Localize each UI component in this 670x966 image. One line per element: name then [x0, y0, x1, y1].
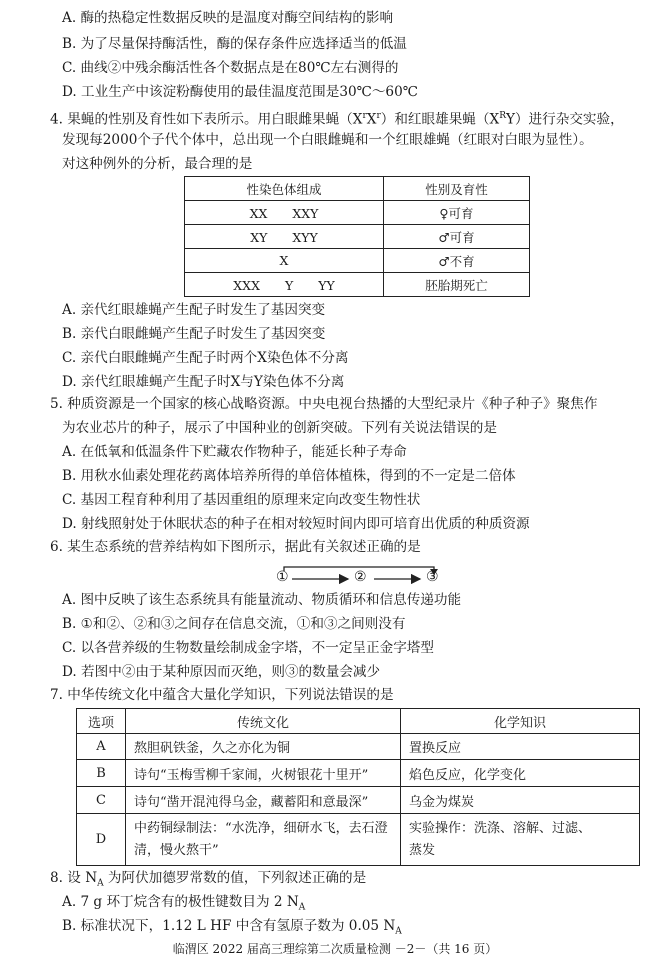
- q7-header: 化学知识: [401, 709, 640, 734]
- q6-stem: 6. 某生态系统的营养结构如下图所示，据此有关叙述正确的是: [50, 539, 421, 555]
- q4-option-a: A. 亲代红眼雄蝇产生配子时发生了基因突变: [62, 302, 326, 318]
- q4-option-c: C. 亲代白眼雌蝇产生配子时两个X染色体不分离: [62, 350, 349, 366]
- q7-culture-chemistry-table: [76, 708, 640, 866]
- q5-stem-line2: 为农业芯片的种子，展示了中国种业的创新突破。下列有关说法错误的是: [62, 420, 497, 436]
- q3-option-b: B. 为了尽量保持酶活性，酶的保存条件应选择适当的低温: [62, 36, 407, 52]
- q3-option-d: D. 工业生产中该淀粉酶使用的最佳温度范围是30℃～60℃: [62, 84, 418, 100]
- q4-stem-line1: 4. 果蝇的性别及育性如下表所示。用白眼雌果蝇$(X^rX^r)$和红眼雄果蝇$(X^RY)$进行杂交实验，: [50, 111, 624, 128]
- q6-option-b: B. ①和②、②和③之间存在信息交流，①和③之间则没有: [62, 616, 406, 632]
- table-row: C 诗句“凿开混沌得乌金，藏蓄阳和意最深” 乌金为煤炭: [77, 787, 640, 814]
- table-row: XXX Y YY 胚胎期死亡: [185, 273, 530, 297]
- q3-option-a: A. 酶的热稳定性数据反映的是温度对酶空间结构的影响: [62, 10, 394, 26]
- q8-stem: 8. 设 $N_A$ 为阿伏加德罗常数的值，下列叙述正确的是: [50, 870, 367, 889]
- table-row: XY XYY ♂可育: [185, 225, 530, 249]
- q5-option-d: D. 射线照射处于休眠状态的种子在相对较短时间内即可培育出优质的种质资源: [62, 516, 530, 532]
- q6-option-c: C. 以各营养级的生物数量绘制成金字塔，不一定呈正金字塔型: [62, 640, 434, 656]
- q5-option-b: B. 用秋水仙素处理花药离体培养所得的单倍体植株，得到的不一定是二倍体: [62, 468, 516, 484]
- page-footer: 临渭区 2022 届高三理综第二次质量检测 －2－（共 16 页）: [172, 942, 498, 956]
- q6-option-d: D. 若图中②由于某种原因而灭绝，则③的数量会减少: [62, 664, 381, 680]
- q8-option-a: A. 7 g 环丁烷含有的极性键数目为 2 $N_A$: [62, 894, 306, 913]
- q4-table-header: 性染色体组成: [185, 177, 384, 201]
- q4-stem-line2: 发现每2000个子代个体中，总出现一个白眼雌蝇和一个红眼雄蝇（红眼对白眼为显性）。: [62, 132, 593, 148]
- node-2: ②: [354, 569, 367, 585]
- q7-header: 选项: [77, 709, 126, 734]
- table-row: XX XXY ♀可育: [185, 201, 530, 225]
- q5-option-a: A. 在低氧和低温条件下贮藏农作物种子，能延长种子寿命: [62, 444, 407, 460]
- q5-stem-line1: 5. 种质资源是一个国家的核心战略资源。中央电视台热播的大型纪录片《种子种子》聚焦作: [50, 396, 598, 412]
- q3-option-c: C. 曲线②中残余酶活性各个数据点是在80℃左右测得的: [62, 60, 399, 76]
- node-1: ①: [276, 569, 289, 585]
- q8-option-b: B. 标准状况下，1.12 L HF 中含有氢原子数为 0.05 $N_A$: [62, 918, 402, 937]
- q6-option-a: A. 图中反映了该生态系统具有能量流动、物质循环和信息传递功能: [62, 592, 462, 608]
- q4-option-b: B. 亲代白眼雌蝇产生配子时发生了基因突变: [62, 326, 326, 342]
- table-row: X ♂不育: [185, 249, 530, 273]
- q5-option-c: C. 基因工程育种利用了基因重组的原理来定向改变生物性状: [62, 492, 421, 508]
- q4-table-header: 性别及育性: [384, 177, 530, 201]
- table-row: D 中药铜绿制法：“水洗净，细研水飞，去石澄 清，慢火熬干” 实验操作：洗涤、溶解、过滤、 蒸发: [77, 814, 640, 866]
- table-row: B 诗句“玉梅雪柳千家闹，火树银花十里开” 焰色反应，化学变化: [77, 760, 640, 787]
- table-row: A 熬胆矾铁釜，久之亦化为铜 置换反应: [77, 734, 640, 760]
- q7-header: 传统文化: [126, 709, 401, 734]
- q4-stem-line3: 对这种例外的分析，最合理的是: [62, 156, 253, 172]
- node-3: ③: [426, 569, 439, 585]
- q7-stem: 7. 中华传统文化中蕴含大量化学知识，下列说法错误的是: [50, 687, 394, 703]
- q4-option-d: D. 亲代红眼雄蝇产生配子时X与Y染色体不分离: [62, 374, 345, 390]
- q4-sex-chromosome-table: [184, 176, 530, 297]
